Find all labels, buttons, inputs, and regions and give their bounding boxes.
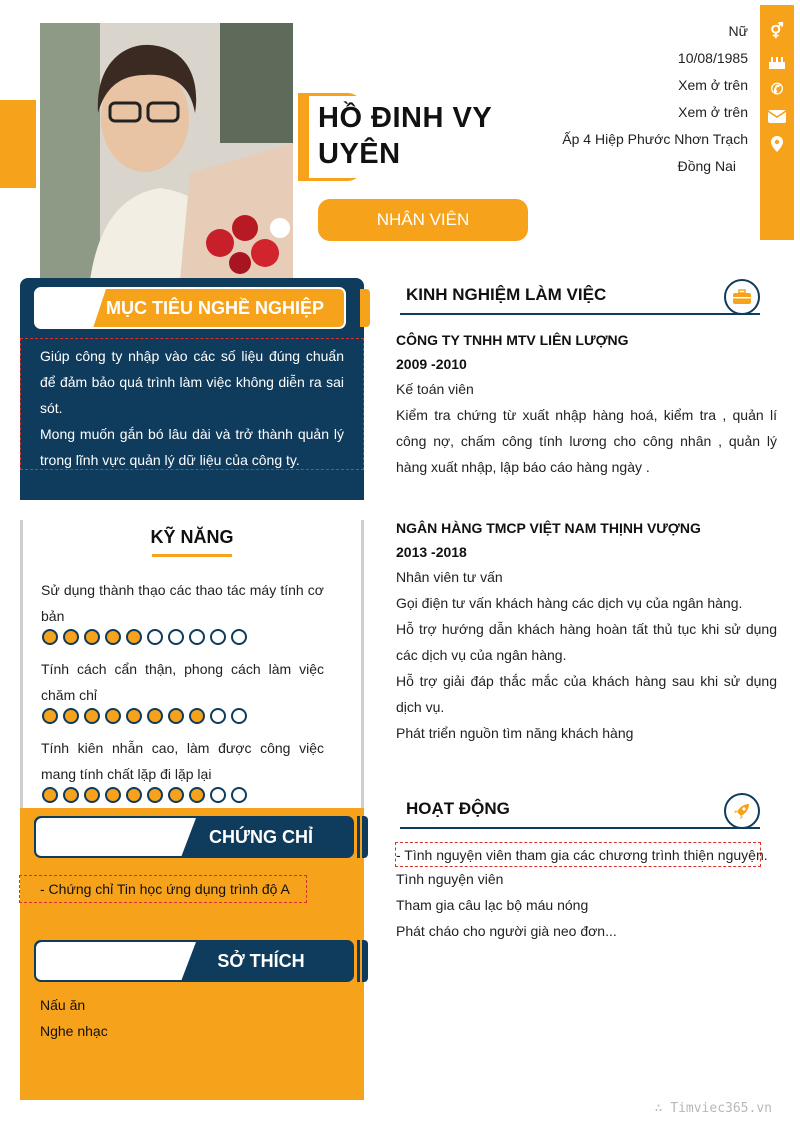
envelope-icon xyxy=(760,104,794,128)
name-line-1: HỒ ĐINH VY xyxy=(318,102,493,134)
activities-title: HOẠT ĐỘNG xyxy=(406,799,510,818)
rating-dot-filled xyxy=(189,787,205,803)
rating-dot-empty xyxy=(210,708,226,724)
certificates-title: CHỨNG CHỈ xyxy=(209,827,313,847)
rating-dot-empty xyxy=(231,708,247,724)
job-role: Nhân viên tư vấn xyxy=(396,569,503,585)
hobbies-header xyxy=(34,940,354,982)
rating-dot-filled xyxy=(147,708,163,724)
contact-birthday: 10/08/1985 xyxy=(677,50,748,66)
job-role: Kế toán viên xyxy=(396,381,474,397)
job-description: Phát triển nguồn tìm năng khách hàng xyxy=(396,725,634,741)
rating-dot-filled xyxy=(105,629,121,645)
job-description: Hỗ trợ hướng dẫn khách hàng hoàn tất thủ tục khi sử dụng các dịch vụ của ngân hàng. xyxy=(396,621,777,663)
birthday-cake-icon xyxy=(760,50,794,74)
rating-dot-filled xyxy=(189,708,205,724)
skill-rating xyxy=(42,787,247,803)
activity-item: - Tình nguyện viên tham gia các chương trình thiện nguyện. xyxy=(396,847,768,863)
hobby-item: Nấu ăn xyxy=(40,997,86,1013)
work-experience-header xyxy=(400,285,760,315)
activity-item: Phát cháo cho người già neo đơn... xyxy=(396,923,617,939)
rating-dot-filled xyxy=(42,787,58,803)
rating-dot-filled xyxy=(126,787,142,803)
job-description: Gọi điện tư vấn khách hàng các dịch vụ của ngân hàng. xyxy=(396,595,743,611)
contact-gender: Nữ xyxy=(728,23,748,39)
skill-item: Tính kiên nhẫn cao, làm được công việc mang tính chất lặp đi lặp lại xyxy=(41,740,324,782)
rating-dot-empty xyxy=(231,787,247,803)
rating-dot-filled xyxy=(147,787,163,803)
certificates-header xyxy=(34,816,354,858)
skill-rating xyxy=(42,629,247,645)
rating-dot-empty xyxy=(231,629,247,645)
phone-icon: ✆ xyxy=(770,81,784,98)
rating-dot-filled xyxy=(84,787,100,803)
activity-item: Tình nguyện viên xyxy=(396,871,504,887)
briefcase-icon xyxy=(724,279,760,315)
rating-dot-filled xyxy=(168,708,184,724)
contact-phone: Xem ở trên xyxy=(678,77,748,93)
rocket-icon xyxy=(724,793,760,829)
job-period: 2013 -2018 xyxy=(396,544,467,560)
rating-dot-filled xyxy=(168,787,184,803)
rating-dot-filled xyxy=(105,708,121,724)
contact-address: Ấp 4 Hiệp Phước Nhơn Trạch xyxy=(562,131,748,147)
job-company: NGÂN HÀNG TMCP VIỆT NAM THỊNH VƯỢNG xyxy=(396,520,701,536)
rating-dot-empty xyxy=(189,629,205,645)
activity-item: Tham gia câu lạc bộ máu nóng xyxy=(396,897,589,913)
contact-province: Đồng Nai xyxy=(677,158,736,174)
rating-dot-filled xyxy=(63,708,79,724)
profile-photo xyxy=(40,23,293,280)
hobby-item: Nghe nhạc xyxy=(40,1023,108,1039)
position-badge: NHÂN VIÊN xyxy=(318,199,528,241)
rating-dot-empty xyxy=(147,629,163,645)
rating-dot-filled xyxy=(63,629,79,645)
job-description: Hỗ trợ giải đáp thắc mắc của khách hàng sau khi sử dụng dịch vụ. xyxy=(396,673,777,715)
contact-email: Xem ở trên xyxy=(678,104,748,120)
rating-dot-filled xyxy=(126,708,142,724)
profile-photo-illustration xyxy=(40,23,293,280)
name-line-2: UYÊN xyxy=(318,138,401,170)
career-objective-text xyxy=(20,338,364,470)
job-period: 2009 -2010 xyxy=(396,356,467,372)
contact-icon-bar xyxy=(760,5,794,240)
rating-dot-empty xyxy=(210,629,226,645)
career-objective-title: MỤC TIÊU NGHỀ NGHIỆP xyxy=(106,298,325,318)
job-description: Kiểm tra chứng từ xuất nhập hàng hoá, kiểm tra , quản lí công nợ, chấm công tính lương cho công nhân , quản lý hàng xuất nhập, lập báo cáo hàng ngày . xyxy=(396,407,777,475)
watermark: ∴ Timviec365.vn xyxy=(654,1101,772,1116)
objective-paragraph: Mong muốn gắn bó lâu dài và trở thành quản lý trong lĩnh vực quản lý dữ liệu của công ty. xyxy=(40,426,344,468)
rating-dot-empty xyxy=(210,787,226,803)
rating-dot-filled xyxy=(42,629,58,645)
rating-dot-filled xyxy=(126,629,142,645)
skill-rating xyxy=(42,708,247,724)
skills-title: KỸ NĂNG xyxy=(150,527,234,547)
activities-header xyxy=(400,799,760,829)
contact-info xyxy=(488,18,748,180)
hobbies-title: SỞ THÍCH xyxy=(217,951,305,971)
objective-paragraph: Giúp công ty nhập vào các số liệu đúng chuẩn để đảm bảo quá trình làm việc không diễn ra sai sót. xyxy=(40,348,344,416)
work-experience-title: KINH NGHIỆM LÀM VIỆC xyxy=(406,285,607,304)
decorative-accent-bar xyxy=(0,100,36,188)
rating-dot-filled xyxy=(42,708,58,724)
skill-item: Sử dụng thành thạo các thao tác máy tính cơ bản xyxy=(41,582,324,624)
rating-dot-filled xyxy=(84,629,100,645)
rating-dot-filled xyxy=(105,787,121,803)
gender-icon: ⚥ xyxy=(770,23,784,40)
rating-dot-filled xyxy=(84,708,100,724)
rating-dot-filled xyxy=(63,787,79,803)
skill-item: Tính cách cẩn thận, phong cách làm việc chăm chỉ xyxy=(41,661,324,703)
career-objective-header xyxy=(34,287,346,329)
job-company: CÔNG TY TNHH MTV LIÊN LƯỢNG xyxy=(396,332,629,348)
location-pin-icon xyxy=(760,132,794,156)
rating-dot-empty xyxy=(168,629,184,645)
certificate-item: - Chứng chỉ Tin học ứng dụng trình độ A xyxy=(19,875,307,903)
